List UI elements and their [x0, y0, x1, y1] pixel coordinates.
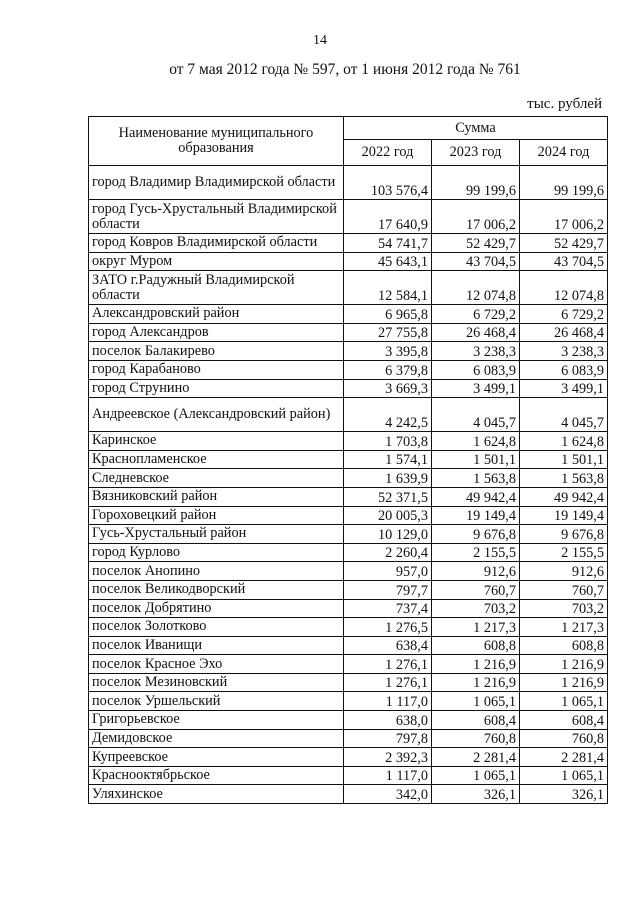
value-2024: 9 676,8	[520, 525, 608, 544]
table-row	[89, 748, 608, 767]
value-2023: 1 065,1	[432, 692, 520, 711]
header-year-2022: 2022 год	[344, 140, 432, 166]
value-2024: 760,8	[520, 729, 608, 748]
row-name: поселок Добрятино	[89, 599, 344, 618]
row-name: Краснопламенское	[89, 450, 344, 469]
value-2023: 326,1	[432, 785, 520, 804]
row-name: поселок Уршельский	[89, 692, 344, 711]
value-2022: 1 639,9	[344, 469, 432, 488]
table-row	[89, 636, 608, 655]
value-2022: 3 395,8	[344, 342, 432, 361]
value-2024: 2 155,5	[520, 543, 608, 562]
header-year-2024: 2024 год	[520, 140, 608, 166]
value-2023: 608,8	[432, 636, 520, 655]
table-row	[89, 599, 608, 618]
value-2022: 1 703,8	[344, 432, 432, 451]
value-2024: 19 149,4	[520, 506, 608, 525]
row-name: поселок Балакирево	[89, 342, 344, 361]
budget-table	[88, 116, 608, 804]
value-2023: 49 942,4	[432, 487, 520, 506]
table-row	[89, 342, 608, 361]
value-2023: 19 149,4	[432, 506, 520, 525]
table-row	[89, 450, 608, 469]
value-2023: 760,7	[432, 580, 520, 599]
value-2024: 1 501,1	[520, 450, 608, 469]
value-2024: 6 729,2	[520, 305, 608, 324]
value-2023: 1 065,1	[432, 766, 520, 785]
row-name: Григорьевское	[89, 711, 344, 730]
value-2023: 43 704,5	[432, 252, 520, 271]
table-row	[89, 506, 608, 525]
value-2022: 103 576,4	[344, 166, 432, 200]
value-2023: 1 501,1	[432, 450, 520, 469]
value-2022: 1 117,0	[344, 766, 432, 785]
value-2023: 12 074,8	[432, 271, 520, 305]
value-2024: 3 238,3	[520, 342, 608, 361]
value-2024: 49 942,4	[520, 487, 608, 506]
table-body	[89, 166, 608, 804]
row-name: поселок Красное Эхо	[89, 655, 344, 674]
value-2023: 2 281,4	[432, 748, 520, 767]
value-2022: 1 276,5	[344, 618, 432, 637]
value-2022: 12 584,1	[344, 271, 432, 305]
value-2022: 1 574,1	[344, 450, 432, 469]
value-2023: 17 006,2	[432, 200, 520, 234]
table-row	[89, 432, 608, 451]
value-2023: 3 499,1	[432, 379, 520, 398]
table-row	[89, 525, 608, 544]
value-2024: 17 006,2	[520, 200, 608, 234]
value-2022: 27 755,8	[344, 323, 432, 342]
value-2024: 1 563,8	[520, 469, 608, 488]
value-2023: 6 083,9	[432, 360, 520, 379]
row-name: поселок Золотково	[89, 618, 344, 637]
value-2022: 1 276,1	[344, 673, 432, 692]
table-row	[89, 543, 608, 562]
row-name: поселок Великодворский	[89, 580, 344, 599]
value-2023: 52 429,7	[432, 234, 520, 253]
value-2024: 3 499,1	[520, 379, 608, 398]
value-2023: 9 676,8	[432, 525, 520, 544]
value-2024: 760,7	[520, 580, 608, 599]
value-2024: 608,4	[520, 711, 608, 730]
row-name: Краснооктябрьское	[89, 766, 344, 785]
header-sum: Сумма	[344, 117, 608, 140]
value-2024: 99 199,6	[520, 166, 608, 200]
value-2022: 17 640,9	[344, 200, 432, 234]
row-name: Следневское	[89, 469, 344, 488]
value-2022: 52 371,5	[344, 487, 432, 506]
table-row	[89, 580, 608, 599]
value-2022: 10 129,0	[344, 525, 432, 544]
table-row	[89, 766, 608, 785]
table-row	[89, 379, 608, 398]
table-row	[89, 487, 608, 506]
row-name: ЗАТО г.Радужный Владимирской области	[89, 271, 344, 305]
value-2023: 26 468,4	[432, 323, 520, 342]
row-name: поселок Анопино	[89, 562, 344, 581]
value-2022: 45 643,1	[344, 252, 432, 271]
value-2022: 638,0	[344, 711, 432, 730]
value-2023: 608,4	[432, 711, 520, 730]
value-2022: 2 392,3	[344, 748, 432, 767]
row-name: Уляхинское	[89, 785, 344, 804]
row-name: город Александров	[89, 323, 344, 342]
value-2022: 1 276,1	[344, 655, 432, 674]
table-row	[89, 166, 608, 200]
value-2022: 797,8	[344, 729, 432, 748]
header-year-2023: 2023 год	[432, 140, 520, 166]
row-name: Демидовское	[89, 729, 344, 748]
value-2024: 1 216,9	[520, 673, 608, 692]
value-2023: 99 199,6	[432, 166, 520, 200]
value-2024: 1 624,8	[520, 432, 608, 451]
table-row	[89, 360, 608, 379]
row-name: город Струнино	[89, 379, 344, 398]
table-row	[89, 305, 608, 324]
table-row	[89, 655, 608, 674]
row-name: город Гусь-Хрустальный Владимирской области	[89, 200, 344, 234]
value-2022: 6 379,8	[344, 360, 432, 379]
value-2022: 4 242,5	[344, 398, 432, 432]
value-2024: 326,1	[520, 785, 608, 804]
value-2024: 6 083,9	[520, 360, 608, 379]
document-subtitle: от 7 мая 2012 года № 597, от 1 июня 2012 года № 761	[169, 61, 521, 78]
value-2024: 43 704,5	[520, 252, 608, 271]
value-2023: 4 045,7	[432, 398, 520, 432]
row-name: поселок Мезиновский	[89, 673, 344, 692]
row-name: Андреевское (Александровский район)	[89, 398, 344, 432]
table-row	[89, 785, 608, 804]
row-name: Александровский район	[89, 305, 344, 324]
header-name: Наименование муниципального образования	[89, 117, 344, 166]
value-2024: 608,8	[520, 636, 608, 655]
table-row	[89, 729, 608, 748]
value-2023: 1 563,8	[432, 469, 520, 488]
row-name: город Карабаново	[89, 360, 344, 379]
table-row	[89, 398, 608, 432]
page-number: 14	[313, 33, 327, 48]
value-2024: 703,2	[520, 599, 608, 618]
table-row	[89, 673, 608, 692]
value-2023: 1 624,8	[432, 432, 520, 451]
value-2022: 2 260,4	[344, 543, 432, 562]
row-name: Вязниковский район	[89, 487, 344, 506]
value-2023: 6 729,2	[432, 305, 520, 324]
value-2023: 1 216,9	[432, 673, 520, 692]
row-name: город Курлово	[89, 543, 344, 562]
row-name: округ Муром	[89, 252, 344, 271]
row-name: город Владимир Владимирской области	[89, 166, 344, 200]
value-2024: 1 216,9	[520, 655, 608, 674]
table-row	[89, 692, 608, 711]
value-2022: 1 117,0	[344, 692, 432, 711]
row-name: Гусь-Хрустальный район	[89, 525, 344, 544]
value-2023: 1 217,3	[432, 618, 520, 637]
value-2022: 3 669,3	[344, 379, 432, 398]
value-2022: 342,0	[344, 785, 432, 804]
value-2023: 703,2	[432, 599, 520, 618]
table-row	[89, 562, 608, 581]
value-2023: 760,8	[432, 729, 520, 748]
value-2023: 912,6	[432, 562, 520, 581]
units-label: тыс. рублей	[527, 96, 602, 112]
table-row	[89, 252, 608, 271]
value-2024: 26 468,4	[520, 323, 608, 342]
value-2022: 6 965,8	[344, 305, 432, 324]
value-2023: 3 238,3	[432, 342, 520, 361]
value-2024: 1 065,1	[520, 692, 608, 711]
table-row	[89, 469, 608, 488]
value-2024: 52 429,7	[520, 234, 608, 253]
value-2022: 20 005,3	[344, 506, 432, 525]
value-2022: 957,0	[344, 562, 432, 581]
row-name: Каринское	[89, 432, 344, 451]
value-2024: 912,6	[520, 562, 608, 581]
value-2023: 2 155,5	[432, 543, 520, 562]
value-2024: 1 065,1	[520, 766, 608, 785]
table-row	[89, 234, 608, 253]
table-row	[89, 271, 608, 305]
row-name: поселок Иванищи	[89, 636, 344, 655]
row-name: Гороховецкий район	[89, 506, 344, 525]
value-2022: 737,4	[344, 599, 432, 618]
value-2022: 797,7	[344, 580, 432, 599]
value-2022: 638,4	[344, 636, 432, 655]
row-name: Купреевское	[89, 748, 344, 767]
value-2024: 12 074,8	[520, 271, 608, 305]
value-2024: 4 045,7	[520, 398, 608, 432]
table-row	[89, 618, 608, 637]
value-2023: 1 216,9	[432, 655, 520, 674]
value-2022: 54 741,7	[344, 234, 432, 253]
row-name: город Ковров Владимирской области	[89, 234, 344, 253]
value-2024: 2 281,4	[520, 748, 608, 767]
value-2024: 1 217,3	[520, 618, 608, 637]
table-row	[89, 200, 608, 234]
table-row	[89, 323, 608, 342]
table-row	[89, 711, 608, 730]
